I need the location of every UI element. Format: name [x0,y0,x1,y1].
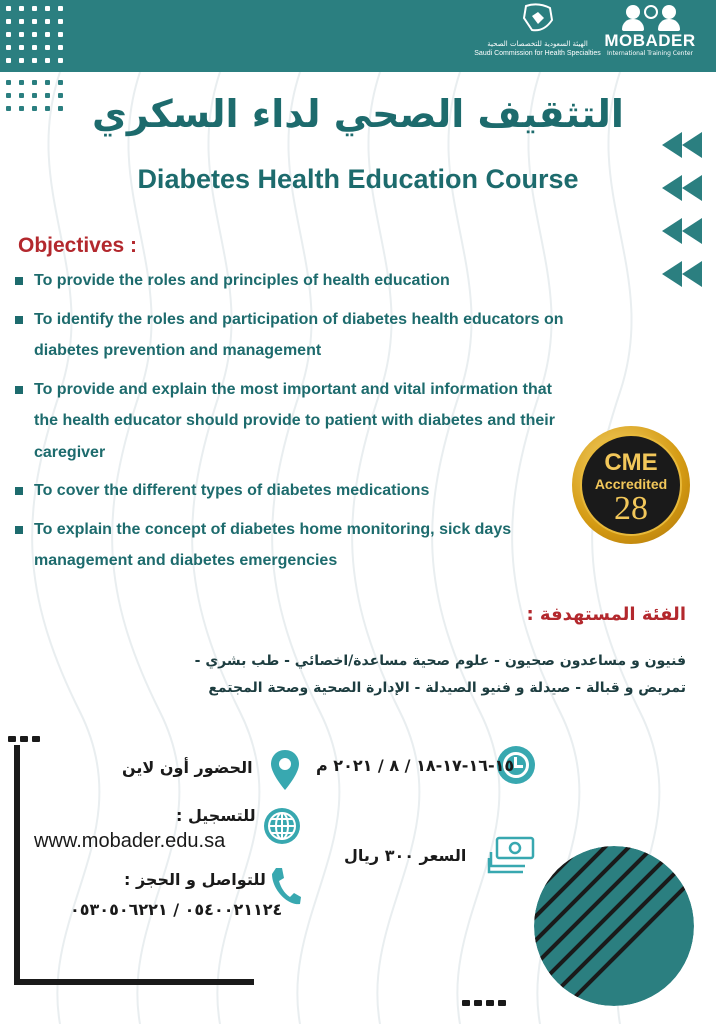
mobader-name: MOBADER [604,31,696,50]
bullet-icon [15,386,23,394]
objectives-list [14,265,574,584]
list-item: To provide the roles and principles of health education [14,265,574,297]
frame-dots [462,1000,506,1006]
target-heading: الفئة المستهدفة : [526,604,686,625]
bullet-icon [15,316,23,324]
course-price: السعر ٣٠٠ ريال [344,846,467,865]
objectives-heading: Objectives : [18,234,138,257]
cme-label: CME [604,449,658,476]
list-item: To provide and explain the most important and vital information that the health educator should provide to patient with diabetes and their caregiver [14,374,574,469]
location-pin-icon [268,748,302,792]
bullet-icon [15,277,23,285]
course-date: ١٥-١٦-١٧-١٨ / ٨ / ٢٠٢١ م [316,756,515,775]
money-icon [487,834,537,874]
target-line: فنيون و مساعدون صحيون - علوم صحية مساعدة/اخصائي - طب بشري - [194,653,686,669]
frame-dots [8,736,40,742]
hatched-circle-decoration [534,846,694,1006]
header-dots [6,6,63,63]
people-icon [600,2,700,32]
contact-label: للتواصل و الحجز : [124,870,266,889]
target-line: تمريض و قبالة - صيدلة و فنيو الصيدلة - الإدارة الصحية وصحة المجتمع [208,680,686,696]
decorative-arrows [656,128,716,300]
scfhs-arabic-name: الهيئة السعودية للتخصصات الصحية [487,40,588,48]
mobader-tagline: International Training Center [607,50,693,57]
globe-icon [262,806,302,846]
double-arrow-icon [656,171,716,214]
cme-badge [572,426,690,544]
attendance-mode: الحضور أون لاين [122,758,253,777]
list-item: To cover the different types of diabetes medications [14,475,574,507]
frame-line [14,979,254,985]
target-audience [86,648,686,702]
register-link[interactable]: www.mobader.edu.sa [34,830,226,852]
double-arrow-icon [656,257,716,300]
list-item: To explain the concept of diabetes home monitoring, sick days management and diabetes emergencies [14,514,574,577]
list-item: To identify the roles and participation of diabetes health educators on diabetes prevention and management [14,304,574,367]
double-arrow-icon [656,214,716,257]
title-english: Diabetes Health Education Course [137,164,579,194]
bullet-icon [15,526,23,534]
bullet-icon [15,487,23,495]
scfhs-english-name: Saudi Commission for Health Specialties [474,50,601,57]
scfhs-logo [470,2,605,64]
title-arabic: التثقيف الصحي لداء السكري [92,92,624,136]
double-arrow-icon [656,128,716,171]
cme-hours: 28 [614,490,648,527]
frame-line [14,745,20,985]
mobader-logo [600,2,700,66]
contact-phones[interactable]: ٠٥٤٠٠٢١١٢٤ / ٠٥٣٠٥٠٦٢٢١ [70,900,283,919]
scfhs-emblem-icon [518,2,558,36]
register-label: للتسجيل : [176,806,256,825]
cme-accredited: Accredited [594,476,668,492]
